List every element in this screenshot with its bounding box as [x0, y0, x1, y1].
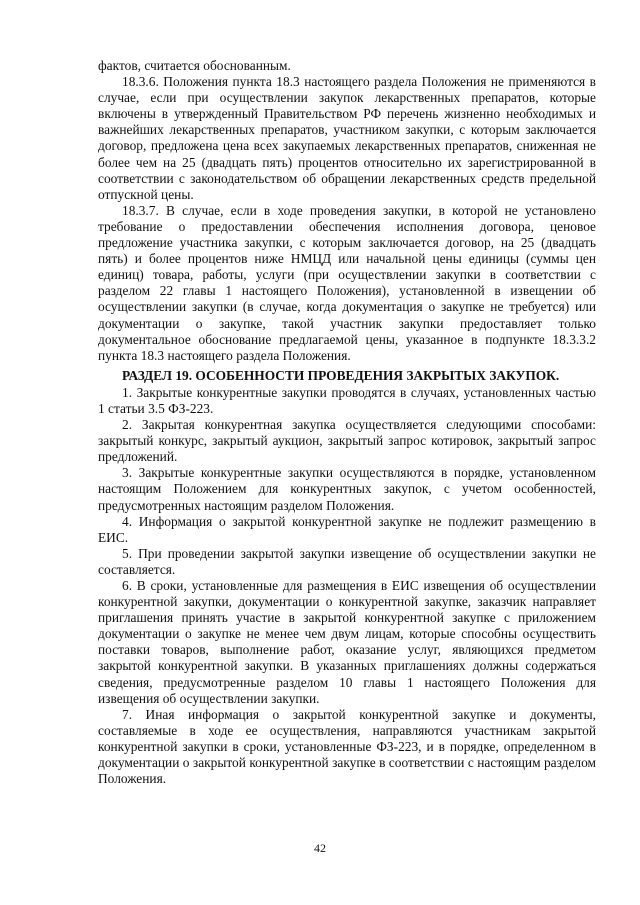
- paragraph-item-7: 7. Иная информация о закрытой конкурентной закупке и документы, составляемые в ходе ее осуществления, направляются участникам закрытой конкурентной закупки в сроки, установленные ФЗ-223, и в порядке, определенном в документации о закрытой конкурентной закупке в соответствии с настоящим разделом Положения.: [98, 706, 596, 787]
- paragraph-18-3-6: 18.3.6. Положения пункта 18.3 настоящего раздела Положения не применяются в случае, если при осуществлении закупок лекарственных препаратов, которые включены в утвержденный Правительством РФ перечень жизненно необходимых и важнейших лекарственных препаратов, участником закупки, с которым заключается договор, предложена цена всех закупаемых лекарственных препаратов, сниженная не более чем на 25 (двадцать пять) процентов относительно их зарегистрированной в соответствии с законодательством об обращении лекарственных средств предельной отпускной цены.: [98, 74, 596, 202]
- document-page: [98, 58, 596, 787]
- paragraph-item-5: 5. При проведении закрытой закупки извещение об осуществлении закупки не составляется.: [98, 545, 596, 577]
- paragraph-item-1: 1. Закрытые конкурентные закупки проводятся в случаях, установленных частью 1 статьи 3.5 ФЗ-223.: [98, 384, 596, 416]
- paragraph-18-3-7: 18.3.7. В случае, если в ходе проведения закупки, в которой не установлено требование о предоставлении обеспечения исполнения договора, ценовое предложение участника закупки, с которым заключается договор, на 25 (двадцать пять) и более процентов ниже НМЦД или начальной цены единицы (суммы цен единиц) товара, работы, услуги (при осуществлении закупки в соответствии с разделом 22 главы 1 настоящего Положения), установленной в извещении об осуществлении закупки (в случае, когда документация о закупке не требуется) или документации о закупке, такой участник закупки предоставляет только документальное обоснование предлагаемой цены, указанное в подпункте 18.3.3.2 пункта 18.3 настоящего раздела Положения.: [98, 202, 596, 363]
- paragraph-item-2: 2. Закрытая конкурентная закупка осуществляется следующими способами: закрытый конкурс, закрытый аукцион, закрытый запрос котировок, закрытый запрос предложений.: [98, 417, 596, 465]
- section-heading: РАЗДЕЛ 19. ОСОБЕННОСТИ ПРОВЕДЕНИЯ ЗАКРЫТЫХ ЗАКУПОК.: [122, 367, 560, 383]
- paragraph-item-4: 4. Информация о закрытой конкурентной закупке не подлежит размещению в ЕИС.: [98, 513, 596, 545]
- paragraph-continuation: фактов, считается обоснованным.: [98, 58, 291, 73]
- page-number: 42: [314, 841, 326, 855]
- paragraph-item-3: 3. Закрытые конкурентные закупки осуществляются в порядке, установленном настоящим Положением для конкурентных закупок, с учетом особенностей, предусмотренных настоящим разделом Положения.: [98, 465, 596, 513]
- paragraph-item-6: 6. В сроки, установленные для размещения в ЕИС извещения об осуществлении конкурентной закупки, документации о конкурентной закупке, заказчик направляет приглашения принять участие в закрытой конкурентной закупке с приложением документации о закупке не менее чем двум лицам, которые способны осуществить поставки товаров, выполнение работ, оказание услуг, являющихся предметом закрытой конкурентной закупки. В указанных приглашениях должны содержаться сведения, предусмотренные разделом 10 главы 1 настоящего Положения для извещения об осуществлении закупки.: [98, 578, 596, 706]
